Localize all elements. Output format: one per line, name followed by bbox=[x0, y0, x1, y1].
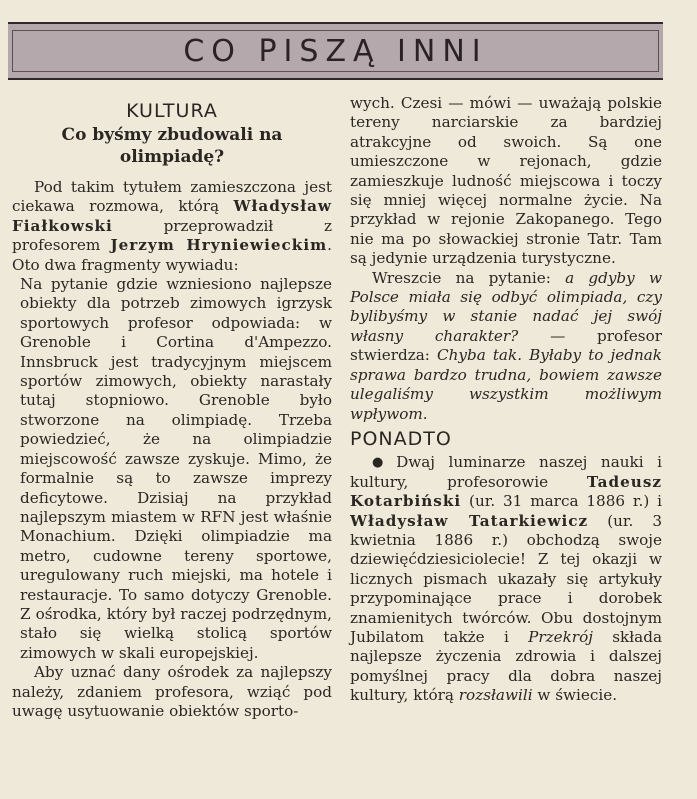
right-column bbox=[350, 94, 662, 706]
jubilee-text-c: (ur. 3 kwietnia 1886 r.) obchodzą swoje dziewięćdziesiciolecie! Z tej okazji w licznych pismach ukazały się artykuły przypominające prace i dorobek znamienitych twórców. Obu dostojnym Jubilatom także i bbox=[350, 511, 662, 646]
intro-paragraph bbox=[12, 178, 332, 275]
section-banner bbox=[8, 22, 663, 80]
jubilee-text-f: w świecie. bbox=[532, 686, 618, 705]
section-title-ponadto: PONADTO bbox=[350, 427, 452, 450]
article-kicker: KULTURA bbox=[126, 100, 218, 122]
final-question-paragraph bbox=[350, 269, 662, 424]
jubilee-paragraph bbox=[350, 453, 662, 705]
interviewer-name: Władysław Fiałkowski bbox=[12, 197, 332, 235]
banner-title: CO PISZĄ INNI bbox=[183, 33, 488, 69]
professor-name: Jerzym Hryniewieckim bbox=[110, 236, 328, 255]
banner-frame bbox=[12, 30, 659, 72]
intro-text-b: przeprowadził z profesorem bbox=[12, 216, 332, 255]
tatarkiewicz-name: Władysław Tatarkiewicz bbox=[350, 511, 589, 530]
intro-text-a: Pod takim tytułem zamieszczona jest ciekawa rozmowa, którą bbox=[12, 178, 332, 216]
article-headline: Co byśmy zbudowali na olimpiadę? bbox=[61, 125, 283, 167]
bullet-icon: ● bbox=[372, 455, 393, 471]
left-column bbox=[12, 94, 332, 721]
jubilee-text-e: rozsławili bbox=[458, 686, 533, 705]
jubilee-text-d: składa najlepsze życzenia zdrowia i dalszej pomyślnej pracy dla dobra naszej kultury, którą bbox=[350, 627, 662, 705]
question-bridge: — profesor stwierdza: bbox=[350, 326, 662, 365]
intro-text-c: . Oto dwa fragmenty wywiadu: bbox=[12, 236, 332, 274]
jubilee-text-a: Dwaj luminarze naszej nauki i kultury, profesorowie bbox=[350, 453, 662, 491]
quote-paragraph-1: Na pytanie gdzie wzniesiono najlepsze obiekty dla potrzeb zimowych igrzysk sportowych profesor odpowiada: w Grenoble i Cortina d'Ampezzo. Innsbruck jest tradycyjnym miejscem sportów zimowych, obiekty narastały tutaj stopniowo. Grenoble było stworzone na olimpiadę. Trzeba powiedzieć, że na olimpiadzie miejscowość zawsze zyskuje. Mimo, że formalnie są to zawsze imprezy deficytowe. Dzisiaj na przykład najlepszym miastem w RFN jest właśnie Monachium. Dzięki olimpiadzie ma metro, cudowne tereny sportowe, uregulowany ruch miejski, ma hotele i restauracje. To samo dotyczy Grenoble. Z ośrodka, który był raczej podrzędnym, stało się wielką stolicą sportów zimowych w skali europejskiej. bbox=[20, 275, 332, 662]
kotarbinski-name: Tadeusz Kotarbiński bbox=[350, 472, 662, 511]
question-text: a gdyby w Polsce miała się odbyć olimpiada, czy bylibyśmy w stanie nadać jej swój własny charakter? bbox=[350, 268, 662, 345]
jubilee-text-b: (ur. 31 marca 1886 r.) i bbox=[461, 492, 662, 511]
question-intro: Wreszcie na pytanie: bbox=[372, 268, 566, 287]
magazine-name: Przekrój bbox=[528, 627, 593, 646]
continuation-paragraph: wych. Czesi — mówi — uważają polskie tereny narciarskie za bardziej atrakcyjne od swoich. Są one umieszczone w rejonach, gdzie zamieszkuje ludność miejscowa i toczy się mniej więcej normalne życie. Na przykład w rejonie Zakopanego. Tego nie ma po słowackiej stronie Tatr. Tam są jedynie urządzenia turystyczne. bbox=[350, 94, 662, 268]
quote-paragraph-2: Aby uznać dany ośrodek za najlepszy należy, zdaniem profesora, wziąć pod uwagę usytuowanie obiektów sporto- bbox=[12, 663, 332, 720]
answer-text: Chyba tak. Byłaby to jednak sprawa bardzo trudna, bowiem zawsze ulegaliśmy wszystkim możliwym wpływom. bbox=[350, 346, 662, 423]
